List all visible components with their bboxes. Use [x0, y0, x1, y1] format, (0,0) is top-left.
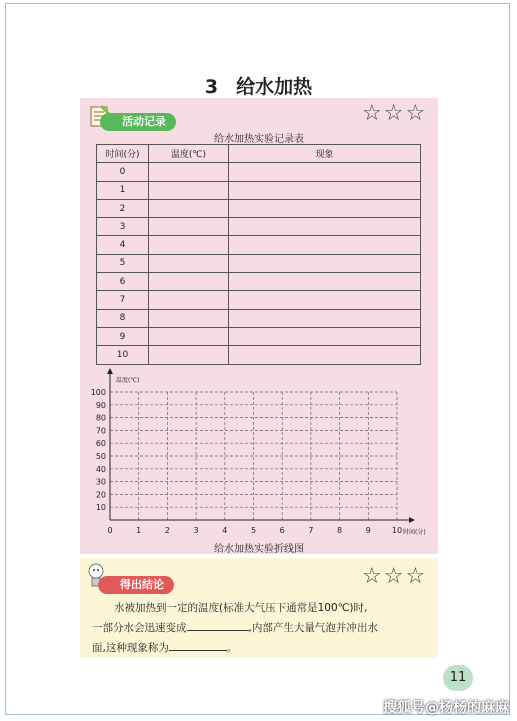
phenomenon-cell[interactable] [229, 346, 421, 364]
x-axis-label: 时间(分) [403, 529, 426, 536]
table-row [97, 163, 421, 181]
phenomenon-cell[interactable] [229, 236, 421, 254]
time-cell: 3 [97, 218, 149, 236]
temperature-cell[interactable] [149, 218, 229, 236]
table-row [97, 346, 421, 364]
x-tick-label: 8 [337, 526, 343, 535]
temperature-cell[interactable] [149, 236, 229, 254]
phenomenon-cell[interactable] [229, 181, 421, 199]
table-header-row [97, 145, 421, 163]
conclusion-line-5: 。 [226, 642, 238, 654]
conclusion-line-3: ,内部产生大量气泡并冲出水 [248, 622, 378, 634]
blank-answer-1[interactable] [187, 618, 249, 631]
y-tick-label: 40 [95, 464, 106, 474]
x-tick-label: 7 [308, 526, 314, 535]
table-row [97, 181, 421, 199]
watermark: 搜狐号@杨杨的麻麻 [383, 700, 509, 716]
phenomenon-cell[interactable] [229, 199, 421, 217]
y-tick-label: 100 [90, 388, 106, 397]
conclusion-line-2: 一部分水会迅速变成 [92, 622, 187, 634]
lesson-title [0, 72, 517, 99]
x-tick-label: 1 [136, 526, 142, 535]
temperature-cell[interactable] [149, 309, 229, 327]
phenomenon-cell[interactable] [229, 218, 421, 236]
x-tick-label: 6 [279, 526, 285, 535]
x-tick-label: 2 [164, 526, 170, 535]
activity-tag: 活动记录 [100, 113, 176, 131]
conclusion-text [92, 598, 432, 658]
chart-title: 给水加热实验折线图 [214, 544, 304, 555]
y-tick-label: 60 [95, 439, 106, 449]
rating-stars-activity: ☆☆☆ [362, 101, 428, 126]
x-tick-label: 5 [250, 526, 257, 535]
table-row [97, 199, 421, 217]
y-axis-label: 温度(℃) [116, 377, 140, 384]
phenomenon-cell[interactable] [229, 163, 421, 181]
temperature-cell[interactable] [149, 273, 229, 291]
temperature-cell[interactable] [149, 327, 229, 345]
header-phenomenon: 现象 [229, 145, 421, 163]
phenomenon-cell[interactable] [229, 273, 421, 291]
temperature-cell[interactable] [149, 181, 229, 199]
header-temperature: 温度(℃) [149, 145, 229, 163]
x-tick-label: 4 [222, 526, 228, 535]
table-row [97, 309, 421, 327]
y-axis-arrow [107, 368, 113, 374]
table-row [97, 218, 421, 236]
time-cell: 8 [97, 309, 149, 327]
table-row [97, 254, 421, 272]
line-chart [80, 366, 438, 538]
conclusion-line-1: 水被加热到一定的温度(标准大气压下通常是100℃)时, [114, 602, 368, 614]
lesson-title-text: 给水加热 [236, 76, 313, 98]
temperature-cell[interactable] [149, 199, 229, 217]
phenomenon-cell[interactable] [229, 309, 421, 327]
time-cell: 9 [97, 327, 149, 345]
y-tick-label: 10 [95, 503, 106, 513]
time-cell: 10 [97, 346, 149, 364]
table-caption: 给水加热实验记录表 [214, 134, 304, 145]
table-row [97, 273, 421, 291]
lesson-number: 3 [204, 76, 219, 98]
conclusion-tag: 得出结论 [98, 576, 174, 594]
temperature-cell[interactable] [149, 346, 229, 364]
phenomenon-cell[interactable] [229, 327, 421, 345]
conclusion-line-4: 面,这种现象称为 [92, 642, 169, 654]
x-axis-arrow [409, 517, 415, 523]
y-tick-label: 90 [95, 400, 106, 410]
phenomenon-cell[interactable] [229, 291, 421, 309]
x-tick-label: 3 [193, 526, 199, 535]
y-tick-label: 50 [95, 452, 106, 461]
time-cell: 1 [97, 181, 149, 199]
blank-answer-2[interactable] [169, 638, 227, 651]
x-tick-label: 0 [107, 526, 113, 535]
time-cell: 4 [97, 236, 149, 254]
y-tick-label: 20 [95, 490, 106, 500]
time-cell: 6 [97, 273, 149, 291]
page-number: 11 [443, 665, 473, 691]
table-row [97, 291, 421, 309]
phenomenon-cell[interactable] [229, 254, 421, 272]
y-tick-label: 70 [95, 426, 106, 436]
time-cell: 5 [97, 254, 149, 272]
temperature-cell[interactable] [149, 291, 229, 309]
time-cell: 7 [97, 291, 149, 309]
y-tick-label: 30 [95, 477, 106, 487]
rating-stars-conclusion: ☆☆☆ [362, 564, 428, 589]
table-row [97, 236, 421, 254]
record-table [96, 144, 421, 365]
time-cell: 0 [97, 163, 149, 181]
temperature-cell[interactable] [149, 163, 229, 181]
header-time: 时间(分) [97, 145, 149, 163]
y-tick-label: 80 [95, 413, 106, 423]
time-cell: 2 [97, 199, 149, 217]
x-tick-label: 10 [391, 526, 403, 535]
x-tick-label: 9 [365, 526, 371, 535]
temperature-cell[interactable] [149, 254, 229, 272]
table-row [97, 327, 421, 345]
